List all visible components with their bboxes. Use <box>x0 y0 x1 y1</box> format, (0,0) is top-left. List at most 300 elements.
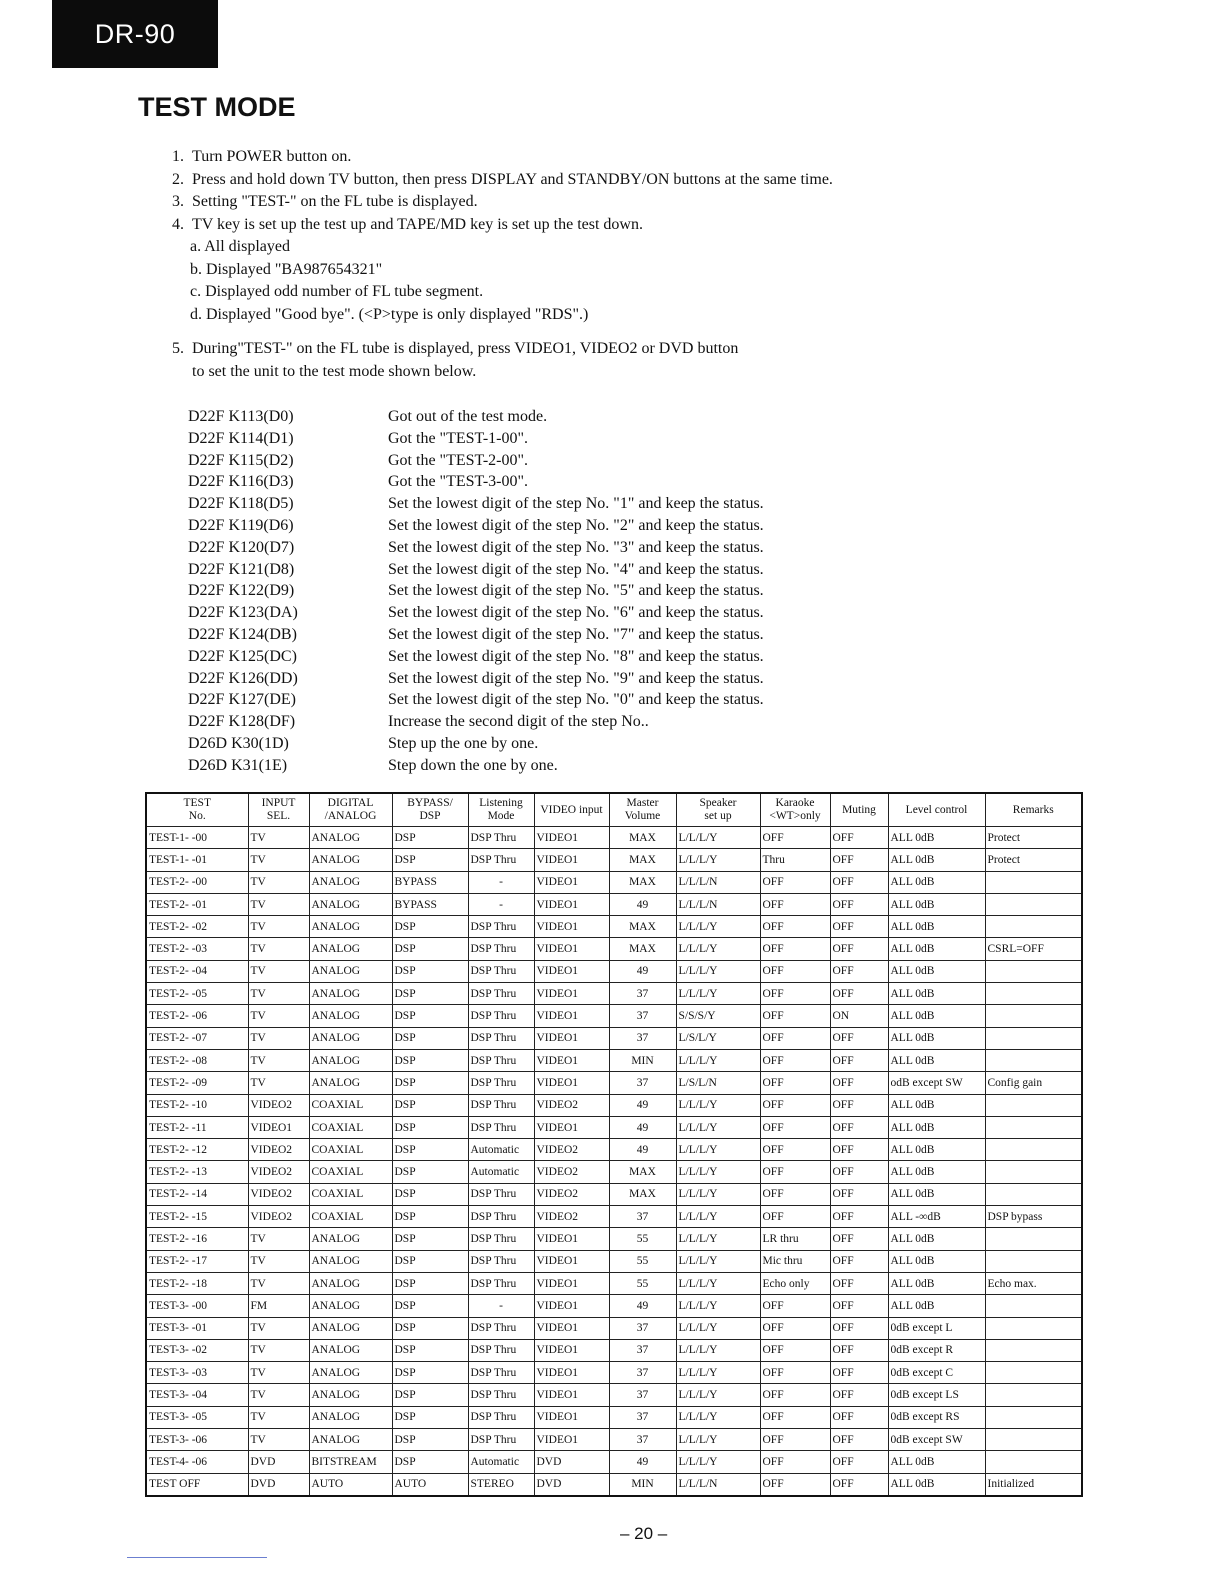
table-cell: COAXIAL <box>309 1161 392 1183</box>
table-cell: ANALOG <box>309 983 392 1005</box>
column-header-line: Level control <box>905 803 968 816</box>
table-row <box>146 827 1082 849</box>
key-code: D22F K119(D6) <box>188 516 294 534</box>
column-header <box>309 793 392 827</box>
table-cell: ALL 0dB <box>888 1272 985 1294</box>
table-cell: 37 <box>609 983 676 1005</box>
table-cell: COAXIAL <box>309 1206 392 1228</box>
table-cell: TEST-3- -04 <box>146 1384 248 1406</box>
table-cell: COAXIAL <box>309 1183 392 1205</box>
table-cell: 0dB except RS <box>888 1406 985 1428</box>
key-code: D22F K116(D3) <box>188 473 294 491</box>
table-cell: ALL 0dB <box>888 1228 985 1250</box>
table-row <box>146 938 1082 960</box>
table-cell: TEST-4- -06 <box>146 1451 248 1473</box>
footer-rule <box>127 1557 267 1558</box>
table-cell: L/L/L/N <box>676 1473 760 1496</box>
table-row <box>146 983 1082 1005</box>
table-cell: VIDEO2 <box>534 1094 609 1116</box>
table-cell: DSP Thru <box>468 849 534 871</box>
table-cell: TV <box>248 893 309 915</box>
table-cell: ALL 0dB <box>888 1116 985 1138</box>
table-cell: OFF <box>830 827 888 849</box>
table-cell: VIDEO1 <box>534 871 609 893</box>
key-code: D22F K126(DD) <box>188 669 298 687</box>
step-item <box>172 338 1072 361</box>
table-cell: - <box>468 871 534 893</box>
table-cell: TEST-2- -02 <box>146 916 248 938</box>
key-row <box>188 624 764 646</box>
table-cell: ALL 0dB <box>888 871 985 893</box>
key-row <box>188 493 764 515</box>
table-cell: TEST-3- -02 <box>146 1339 248 1361</box>
key-row <box>188 537 764 559</box>
table-cell: DSP <box>392 960 468 982</box>
key-row <box>188 602 764 624</box>
table-cell: DSP bypass <box>985 1206 1082 1228</box>
key-code-list <box>188 406 764 777</box>
table-cell: MAX <box>609 871 676 893</box>
table-cell: OFF <box>760 871 830 893</box>
table-cell: OFF <box>830 1406 888 1428</box>
table-cell: DSP <box>392 1183 468 1205</box>
table-cell: L/L/L/Y <box>676 849 760 871</box>
key-description: Set the lowest digit of the step No. "7" and keep the status. <box>388 625 764 643</box>
table-cell: ANALOG <box>309 1072 392 1094</box>
table-cell: TV <box>248 849 309 871</box>
table-cell: DSP <box>392 1250 468 1272</box>
table-cell: ALL 0dB <box>888 1139 985 1161</box>
table-cell: TEST-3- -01 <box>146 1317 248 1339</box>
table-cell: TEST-2- -06 <box>146 1005 248 1027</box>
table-cell: ANALOG <box>309 1228 392 1250</box>
table-cell: OFF <box>760 1362 830 1384</box>
key-row <box>188 711 764 733</box>
key-description: Set the lowest digit of the step No. "8" and keep the status. <box>388 647 764 665</box>
table-cell: DSP <box>392 1362 468 1384</box>
key-description: Set the lowest digit of the step No. "9" and keep the status. <box>388 669 764 687</box>
table-cell: VIDEO1 <box>534 1406 609 1428</box>
table-cell: OFF <box>760 960 830 982</box>
table-cell: OFF <box>830 893 888 915</box>
table-cell: VIDEO1 <box>534 1362 609 1384</box>
table-cell: 37 <box>609 1317 676 1339</box>
table-cell: ANALOG <box>309 1027 392 1049</box>
table-cell: L/L/L/Y <box>676 983 760 1005</box>
step-text: Turn POWER button on. <box>192 148 352 165</box>
table-cell: OFF <box>760 1005 830 1027</box>
table-cell: VIDEO2 <box>248 1094 309 1116</box>
table-cell: OFF <box>760 1406 830 1428</box>
table-cell: S/S/S/Y <box>676 1005 760 1027</box>
table-cell: L/S/L/N <box>676 1072 760 1094</box>
table-cell: DSP <box>392 1049 468 1071</box>
table-cell: ANALOG <box>309 1406 392 1428</box>
table-cell: L/L/L/Y <box>676 1139 760 1161</box>
table-cell: TEST-2- -01 <box>146 893 248 915</box>
table-cell: 49 <box>609 960 676 982</box>
table-row <box>146 1295 1082 1317</box>
key-row <box>188 450 764 472</box>
step-number: 4. <box>172 215 184 233</box>
key-description: Set the lowest digit of the step No. "5" and keep the status. <box>388 582 764 600</box>
table-row <box>146 1317 1082 1339</box>
table-cell: ALL 0dB <box>888 916 985 938</box>
table-cell: L/L/L/Y <box>676 1384 760 1406</box>
table-cell: VIDEO1 <box>534 1339 609 1361</box>
column-header-line: SEL. <box>266 810 291 822</box>
table-cell: VIDEO1 <box>534 916 609 938</box>
column-header-line: No. <box>188 810 206 822</box>
table-cell: VIDEO2 <box>534 1183 609 1205</box>
table-cell: VIDEO1 <box>534 1027 609 1049</box>
key-description: Set the lowest digit of the step No. "4" and keep the status. <box>388 560 764 578</box>
table-cell: COAXIAL <box>309 1116 392 1138</box>
table-row <box>146 1116 1082 1138</box>
table-cell: TV <box>248 1406 309 1428</box>
table-cell <box>985 1429 1082 1451</box>
key-row <box>188 689 764 711</box>
table-cell: 0dB except LS <box>888 1384 985 1406</box>
table-cell: OFF <box>830 1384 888 1406</box>
table-cell: ALL 0dB <box>888 1183 985 1205</box>
table-cell: L/L/L/Y <box>676 827 760 849</box>
table-cell: Echo only <box>760 1272 830 1294</box>
key-code: D22F K115(D2) <box>188 451 294 469</box>
column-header-line: Speaker <box>699 797 737 809</box>
table-cell: TEST-2- -04 <box>146 960 248 982</box>
table-cell: L/L/L/Y <box>676 1094 760 1116</box>
table-cell: OFF <box>760 1116 830 1138</box>
step-text: Setting "TEST-" on the FL tube is displayed. <box>192 193 478 210</box>
table-cell: TEST-1- -00 <box>146 827 248 849</box>
step-text: During"TEST-" on the FL tube is displayed, press VIDEO1, VIDEO2 or DVD button <box>192 340 739 357</box>
table-cell: DSP Thru <box>468 1094 534 1116</box>
table-cell: DSP Thru <box>468 1049 534 1071</box>
table-cell: TV <box>248 1250 309 1272</box>
table-cell: L/L/L/N <box>676 893 760 915</box>
column-header <box>146 793 248 827</box>
table-cell <box>985 1451 1082 1473</box>
table-cell: Automatic <box>468 1451 534 1473</box>
table-cell: VIDEO1 <box>534 983 609 1005</box>
table-cell: - <box>468 1295 534 1317</box>
table-cell: L/L/L/Y <box>676 1206 760 1228</box>
column-header <box>830 793 888 827</box>
table-cell: ALL -∞dB <box>888 1206 985 1228</box>
table-cell: OFF <box>760 983 830 1005</box>
key-code: D22F K123(DA) <box>188 604 298 622</box>
table-cell: TEST-2- -14 <box>146 1183 248 1205</box>
table-cell: OFF <box>760 1027 830 1049</box>
instruction-steps <box>172 146 1072 383</box>
column-header-line: Listening <box>479 797 523 809</box>
table-cell: DSP <box>392 1116 468 1138</box>
table-row <box>146 1094 1082 1116</box>
table-cell: VIDEO1 <box>534 827 609 849</box>
table-cell: 49 <box>609 1116 676 1138</box>
table-cell <box>985 1250 1082 1272</box>
step-item <box>172 191 1072 214</box>
table-cell: OFF <box>760 1072 830 1094</box>
column-header-line: INPUT <box>261 797 296 809</box>
table-cell: ALL 0dB <box>888 1451 985 1473</box>
table-cell: ALL 0dB <box>888 893 985 915</box>
table-cell: 37 <box>609 1027 676 1049</box>
key-description: Got the "TEST-2-00". <box>388 451 529 469</box>
column-header <box>468 793 534 827</box>
table-cell: DSP <box>392 849 468 871</box>
step-text: TV key is set up the test up and TAPE/MD key is set up the test down. <box>192 215 643 233</box>
table-cell: L/L/L/Y <box>676 1451 760 1473</box>
table-cell: L/L/L/Y <box>676 1429 760 1451</box>
table-cell: ANALOG <box>309 1295 392 1317</box>
key-code: D22F K121(D8) <box>188 560 295 578</box>
key-code: D22F K128(DF) <box>188 713 296 731</box>
column-header-line: <WT>only <box>769 810 821 822</box>
step-item <box>172 214 1072 237</box>
table-cell: MAX <box>609 1161 676 1183</box>
table-cell: MAX <box>609 916 676 938</box>
test-mode-table <box>145 792 1083 1497</box>
table-cell: L/S/L/Y <box>676 1027 760 1049</box>
table-cell: OFF <box>760 1161 830 1183</box>
table-cell: DSP Thru <box>468 1339 534 1361</box>
table-cell: 0dB except C <box>888 1362 985 1384</box>
table-cell: TEST-2- -05 <box>146 983 248 1005</box>
column-header <box>534 793 609 827</box>
key-code: D22F K120(D7) <box>188 538 295 556</box>
model-badge: DR-90 <box>52 0 218 68</box>
table-cell: DSP <box>392 1206 468 1228</box>
column-header-line: Mode <box>487 810 515 822</box>
key-row <box>188 733 764 755</box>
table-cell: 0dB except R <box>888 1339 985 1361</box>
table-cell: DSP <box>392 827 468 849</box>
table-cell: DSP Thru <box>468 1005 534 1027</box>
key-description: Set the lowest digit of the step No. "1" and keep the status. <box>388 495 764 513</box>
table-cell: VIDEO2 <box>534 1161 609 1183</box>
table-cell: DSP <box>392 1339 468 1361</box>
substep-item: a. All displayed <box>190 238 290 255</box>
table-cell: AUTO <box>392 1473 468 1496</box>
table-cell: L/L/L/Y <box>676 1362 760 1384</box>
table-cell: ALL 0dB <box>888 1049 985 1071</box>
table-cell: DSP <box>392 1406 468 1428</box>
table-cell: 49 <box>609 1451 676 1473</box>
table-cell: L/L/L/Y <box>676 1339 760 1361</box>
column-header-line: TEST <box>183 797 211 809</box>
table-cell <box>985 1362 1082 1384</box>
table-cell: L/L/L/Y <box>676 960 760 982</box>
column-header <box>609 793 676 827</box>
table-cell: ALL 0dB <box>888 1473 985 1496</box>
table-cell: TV <box>248 916 309 938</box>
table-cell: OFF <box>830 1072 888 1094</box>
table-cell: OFF <box>830 1362 888 1384</box>
table-cell: VIDEO1 <box>534 1384 609 1406</box>
table-cell: COAXIAL <box>309 1139 392 1161</box>
key-description: Step up the one by one. <box>388 734 539 752</box>
table-cell: ALL 0dB <box>888 1005 985 1027</box>
table-cell: VIDEO1 <box>534 1228 609 1250</box>
table-cell: DVD <box>248 1451 309 1473</box>
table-cell: VIDEO1 <box>534 938 609 960</box>
table-cell: AUTO <box>309 1473 392 1496</box>
table-body <box>146 827 1082 1496</box>
table-cell: TV <box>248 1362 309 1384</box>
table-cell: ANALOG <box>309 1272 392 1294</box>
table-cell: OFF <box>760 1339 830 1361</box>
column-header-line: Volume <box>624 810 661 822</box>
key-description: Got the "TEST-1-00". <box>388 429 529 447</box>
table-cell: 37 <box>609 1206 676 1228</box>
table-cell <box>985 1406 1082 1428</box>
table-cell: OFF <box>830 1272 888 1294</box>
step-number: 5. <box>172 340 184 357</box>
table-cell: ALL 0dB <box>888 1250 985 1272</box>
table-cell: ALL 0dB <box>888 938 985 960</box>
table-row <box>146 1451 1082 1473</box>
table-cell: ANALOG <box>309 849 392 871</box>
table-cell: MAX <box>609 849 676 871</box>
table-cell: ANALOG <box>309 1005 392 1027</box>
table-cell: OFF <box>830 1094 888 1116</box>
table-cell: DVD <box>534 1451 609 1473</box>
table-cell: OFF <box>830 1206 888 1228</box>
table-cell: OFF <box>830 1049 888 1071</box>
table-cell: TEST-1- -01 <box>146 849 248 871</box>
table-cell <box>985 1384 1082 1406</box>
table-row <box>146 1005 1082 1027</box>
table-cell: BITSTREAM <box>309 1451 392 1473</box>
step-number: 3. <box>172 193 184 210</box>
table-cell: 49 <box>609 1295 676 1317</box>
table-cell: OFF <box>760 1384 830 1406</box>
table-cell: TEST-2- -07 <box>146 1027 248 1049</box>
table-cell: 49 <box>609 893 676 915</box>
table-cell <box>985 1005 1082 1027</box>
table-cell: ALL 0dB <box>888 983 985 1005</box>
table-cell: MIN <box>609 1473 676 1496</box>
table-cell: ANALOG <box>309 1339 392 1361</box>
table-cell: L/L/L/Y <box>676 938 760 960</box>
step-number: 1. <box>172 148 184 165</box>
step-item <box>172 169 1072 192</box>
table-cell: 37 <box>609 1429 676 1451</box>
table-row <box>146 916 1082 938</box>
table-cell: 37 <box>609 1384 676 1406</box>
table-cell: Automatic <box>468 1139 534 1161</box>
table-cell: L/L/L/Y <box>676 1116 760 1138</box>
page-title: TEST MODE <box>138 92 296 122</box>
table-cell: MAX <box>609 938 676 960</box>
table-cell: OFF <box>830 871 888 893</box>
key-row <box>188 406 764 428</box>
table-cell: VIDEO2 <box>248 1161 309 1183</box>
key-code: D26D K31(1E) <box>188 756 288 774</box>
table-cell: VIDEO1 <box>534 1072 609 1094</box>
table-row <box>146 1161 1082 1183</box>
table-cell: L/L/L/Y <box>676 1228 760 1250</box>
table-cell: VIDEO1 <box>534 1272 609 1294</box>
table-cell: OFF <box>760 1317 830 1339</box>
key-code: D22F K125(DC) <box>188 647 297 665</box>
table-cell <box>985 893 1082 915</box>
table-cell: TEST-2- -11 <box>146 1116 248 1138</box>
table-cell: TV <box>248 1049 309 1071</box>
table-cell: 37 <box>609 1362 676 1384</box>
key-row <box>188 471 764 493</box>
table-header <box>146 793 1082 827</box>
table-cell: BYPASS <box>392 871 468 893</box>
table-cell: 37 <box>609 1339 676 1361</box>
table-cell: TEST-3- -06 <box>146 1429 248 1451</box>
table-row <box>146 1384 1082 1406</box>
key-code: D22F K127(DE) <box>188 691 296 709</box>
table-cell: DSP Thru <box>468 1228 534 1250</box>
table-cell: DSP Thru <box>468 916 534 938</box>
table-cell: DSP <box>392 1295 468 1317</box>
table-cell: OFF <box>830 1027 888 1049</box>
table-cell: VIDEO2 <box>248 1183 309 1205</box>
table-cell: DSP Thru <box>468 1027 534 1049</box>
table-cell: TEST-2- -03 <box>146 938 248 960</box>
key-row <box>188 428 764 450</box>
table-row <box>146 1072 1082 1094</box>
substep-item: b. Displayed "BA987654321" <box>190 260 383 278</box>
table-cell: VIDEO2 <box>534 1139 609 1161</box>
key-description: Set the lowest digit of the step No. "0" and keep the status. <box>388 691 764 709</box>
substep-item: d. Displayed "Good bye". (<P>type is only displayed "RDS".) <box>190 305 589 323</box>
table-cell: VIDEO1 <box>534 960 609 982</box>
key-description: Got out of the test mode. <box>388 408 548 425</box>
step-number: 2. <box>172 170 184 188</box>
table-cell: FM <box>248 1295 309 1317</box>
table-cell: TV <box>248 871 309 893</box>
table-cell: Thru <box>760 849 830 871</box>
table-cell: 55 <box>609 1250 676 1272</box>
table-row <box>146 1027 1082 1049</box>
table-row <box>146 871 1082 893</box>
table-cell: OFF <box>830 1116 888 1138</box>
key-row <box>188 668 764 690</box>
table-cell: 37 <box>609 1072 676 1094</box>
table-row <box>146 960 1082 982</box>
table-cell: DSP Thru <box>468 827 534 849</box>
table-cell: DSP <box>392 916 468 938</box>
table-cell: ANALOG <box>309 1429 392 1451</box>
table-cell: L/L/L/Y <box>676 1049 760 1071</box>
table-cell: L/L/L/Y <box>676 1161 760 1183</box>
table-cell: DSP <box>392 1027 468 1049</box>
table-cell: TEST-2- -00 <box>146 871 248 893</box>
table-cell: DSP <box>392 1005 468 1027</box>
table-cell: 55 <box>609 1228 676 1250</box>
table-cell: VIDEO2 <box>534 1206 609 1228</box>
table-row <box>146 1473 1082 1496</box>
column-header-line: Muting <box>842 803 876 816</box>
column-header-line: DSP <box>419 810 441 822</box>
table-cell: L/L/L/Y <box>676 1250 760 1272</box>
table-row <box>146 1183 1082 1205</box>
table-cell: DSP Thru <box>468 1072 534 1094</box>
key-code: D22F K124(DB) <box>188 625 297 643</box>
table-cell: OFF <box>830 1429 888 1451</box>
table-cell: BYPASS <box>392 893 468 915</box>
table-cell: DSP <box>392 1317 468 1339</box>
table-row <box>146 1362 1082 1384</box>
